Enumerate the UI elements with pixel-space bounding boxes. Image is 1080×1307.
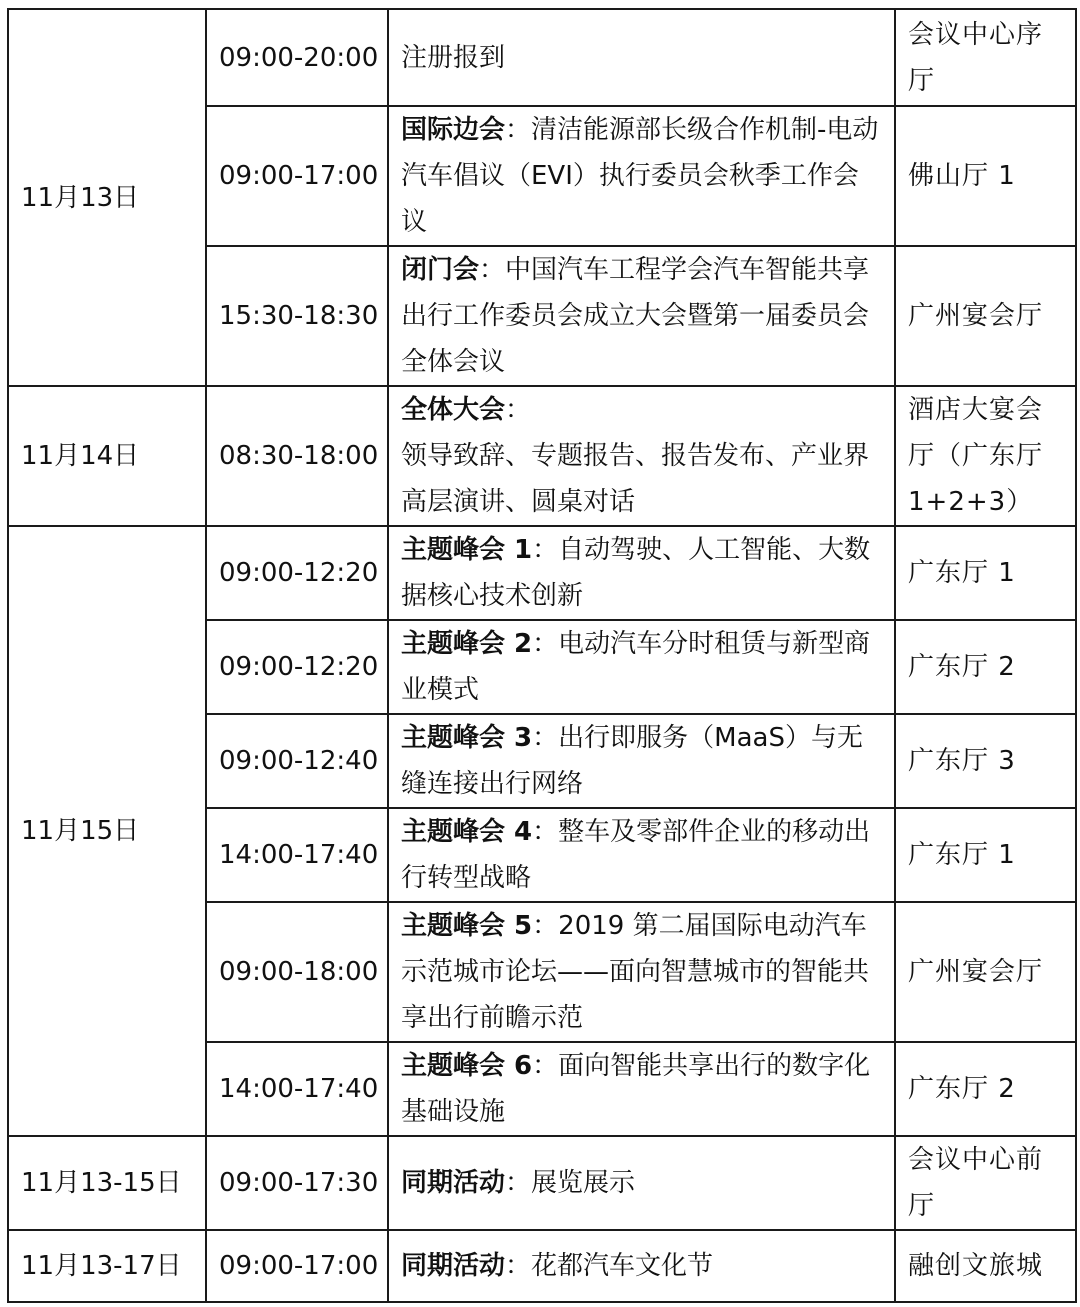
time-cell: 15:30-18:30 bbox=[206, 246, 388, 386]
date-cell: 11月14日 bbox=[8, 386, 206, 526]
venue-cell: 会议中心前厅 bbox=[895, 1136, 1076, 1230]
event-cell bbox=[388, 106, 895, 246]
event-cell bbox=[388, 1136, 895, 1230]
event-sep: ： bbox=[505, 395, 532, 425]
venue-cell: 融创文旅城 bbox=[895, 1230, 1076, 1302]
event-tag: 主题峰会 1 bbox=[401, 535, 533, 565]
event-tag: 闭门会 bbox=[401, 255, 480, 285]
event-cell bbox=[388, 386, 895, 526]
venue-cell: 广东厅 1 bbox=[895, 808, 1076, 902]
event-sep: ： bbox=[532, 1051, 559, 1081]
time-cell: 09:00-12:20 bbox=[206, 620, 388, 714]
event-sep: ： bbox=[505, 1251, 532, 1281]
event-tag: 国际边会 bbox=[401, 115, 506, 145]
date-cell: 11月13日 bbox=[8, 9, 206, 386]
time-cell: 09:00-12:40 bbox=[206, 714, 388, 808]
event-desc: 自动驾驶、人工智能、大数据核心技术创新 bbox=[401, 535, 871, 611]
table-row bbox=[8, 1136, 1076, 1230]
event-tag: 主题峰会 6 bbox=[401, 1051, 533, 1081]
event-sep: ： bbox=[532, 911, 559, 941]
venue-cell: 广东厅 1 bbox=[895, 526, 1076, 620]
table-row bbox=[8, 9, 1076, 106]
event-cell bbox=[388, 620, 895, 714]
time-cell: 09:00-18:00 bbox=[206, 902, 388, 1042]
event-sep: ： bbox=[479, 255, 506, 285]
venue-cell: 酒店大宴会厅（广东厅 1+2+3） bbox=[895, 386, 1076, 526]
event-desc: 清洁能源部长级合作机制-电动汽车倡议（EVI）执行委员会秋季工作会议 bbox=[401, 115, 879, 237]
schedule-table bbox=[7, 8, 1077, 1303]
event-desc: 出行即服务（MaaS）与无缝连接出行网络 bbox=[401, 723, 863, 799]
event-tag: 主题峰会 2 bbox=[401, 629, 533, 659]
time-cell: 09:00-17:00 bbox=[206, 1230, 388, 1302]
time-cell: 14:00-17:40 bbox=[206, 808, 388, 902]
event-sep: ： bbox=[505, 115, 532, 145]
event-cell bbox=[388, 808, 895, 902]
venue-cell: 广东厅 2 bbox=[895, 1042, 1076, 1136]
time-cell: 08:30-18:00 bbox=[206, 386, 388, 526]
event-sep: ： bbox=[532, 723, 559, 753]
table-row bbox=[8, 386, 1076, 526]
event-desc: 电动汽车分时租赁与新型商业模式 bbox=[401, 629, 871, 705]
event-cell bbox=[388, 246, 895, 386]
venue-cell: 广州宴会厅 bbox=[895, 902, 1076, 1042]
date-cell: 11月13-17日 bbox=[8, 1230, 206, 1302]
table-row bbox=[8, 526, 1076, 620]
event-tag: 全体大会 bbox=[401, 395, 506, 425]
event-cell bbox=[388, 902, 895, 1042]
event-desc: 领导致辞、专题报告、报告发布、产业界高层演讲、圆桌对话 bbox=[401, 441, 870, 517]
venue-cell: 佛山厅 1 bbox=[895, 106, 1076, 246]
time-cell: 09:00-17:30 bbox=[206, 1136, 388, 1230]
date-cell: 11月13-15日 bbox=[8, 1136, 206, 1230]
venue-cell: 会议中心序厅 bbox=[895, 9, 1076, 106]
time-cell: 09:00-20:00 bbox=[206, 9, 388, 106]
venue-cell: 广东厅 3 bbox=[895, 714, 1076, 808]
event-sep: ： bbox=[532, 817, 559, 847]
event-tag: 同期活动 bbox=[401, 1168, 506, 1198]
table-row bbox=[8, 1230, 1076, 1302]
event-tag: 主题峰会 5 bbox=[401, 911, 533, 941]
event-cell bbox=[388, 526, 895, 620]
event-sep: ： bbox=[532, 535, 559, 565]
event-cell bbox=[388, 9, 895, 106]
event-desc: 2019 第二届国际电动汽车示范城市论坛——面向智慧城市的智能共享出行前瞻示范 bbox=[401, 911, 870, 1033]
venue-cell: 广东厅 2 bbox=[895, 620, 1076, 714]
event-tag: 主题峰会 4 bbox=[401, 817, 533, 847]
event-desc: 整车及零部件企业的移动出行转型战略 bbox=[401, 817, 871, 893]
event-desc: 中国汽车工程学会汽车智能共享出行工作委员会成立大会暨第一届委员会全体会议 bbox=[401, 255, 870, 377]
event-sep: ： bbox=[532, 629, 559, 659]
event-desc: 注册报到 bbox=[401, 42, 506, 73]
date-cell: 11月15日 bbox=[8, 526, 206, 1136]
event-cell bbox=[388, 1042, 895, 1136]
time-cell: 09:00-12:20 bbox=[206, 526, 388, 620]
time-cell: 09:00-17:00 bbox=[206, 106, 388, 246]
time-cell: 14:00-17:40 bbox=[206, 1042, 388, 1136]
venue-cell: 广州宴会厅 bbox=[895, 246, 1076, 386]
event-cell bbox=[388, 1230, 895, 1302]
event-cell bbox=[388, 714, 895, 808]
event-desc: 面向智能共享出行的数字化基础设施 bbox=[401, 1051, 871, 1127]
event-sep: ： bbox=[505, 1168, 532, 1198]
event-tag: 同期活动 bbox=[401, 1251, 506, 1281]
event-desc: 花都汽车文化节 bbox=[531, 1251, 714, 1281]
event-tag: 主题峰会 3 bbox=[401, 723, 533, 753]
event-desc: 展览展示 bbox=[531, 1168, 636, 1198]
